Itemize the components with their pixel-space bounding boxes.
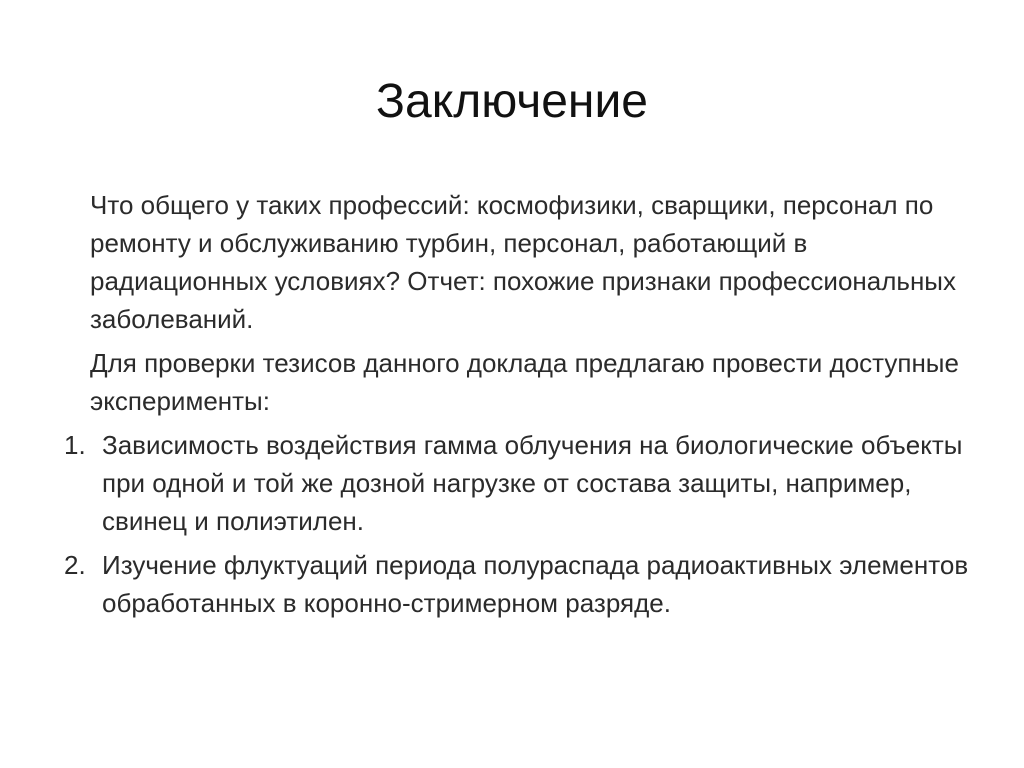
list-item	[0, 426, 1024, 540]
paragraph-professions: Что общего у таких профессий: космофизики, сварщики, персонал по ремонту и обслуживанию турбин, персонал, работающий в радиационных условиях? Отчет: похожие признаки профессиональных заболеваний.	[90, 190, 956, 334]
list-item-text: Зависимость воздействия гамма облучения на биологические объекты при одной и той же дозной нагрузке от состава защиты, например, свинец и полиэтилен.	[102, 430, 963, 536]
list-item-number: 2.	[64, 550, 86, 580]
list-item	[0, 546, 1024, 622]
slide-content	[0, 186, 1024, 628]
list-item-text: Изучение флуктуаций периода полураспада радиоактивных элементов обработанных в коронно-стримерном разряде.	[102, 550, 969, 618]
list-item-number: 1.	[64, 430, 86, 460]
slide-title: Заключение	[376, 75, 648, 128]
experiments-list	[0, 426, 1024, 622]
paragraph-experiments-intro: Для проверки тезисов данного доклада предлагаю провести доступные эксперименты:	[90, 348, 959, 416]
